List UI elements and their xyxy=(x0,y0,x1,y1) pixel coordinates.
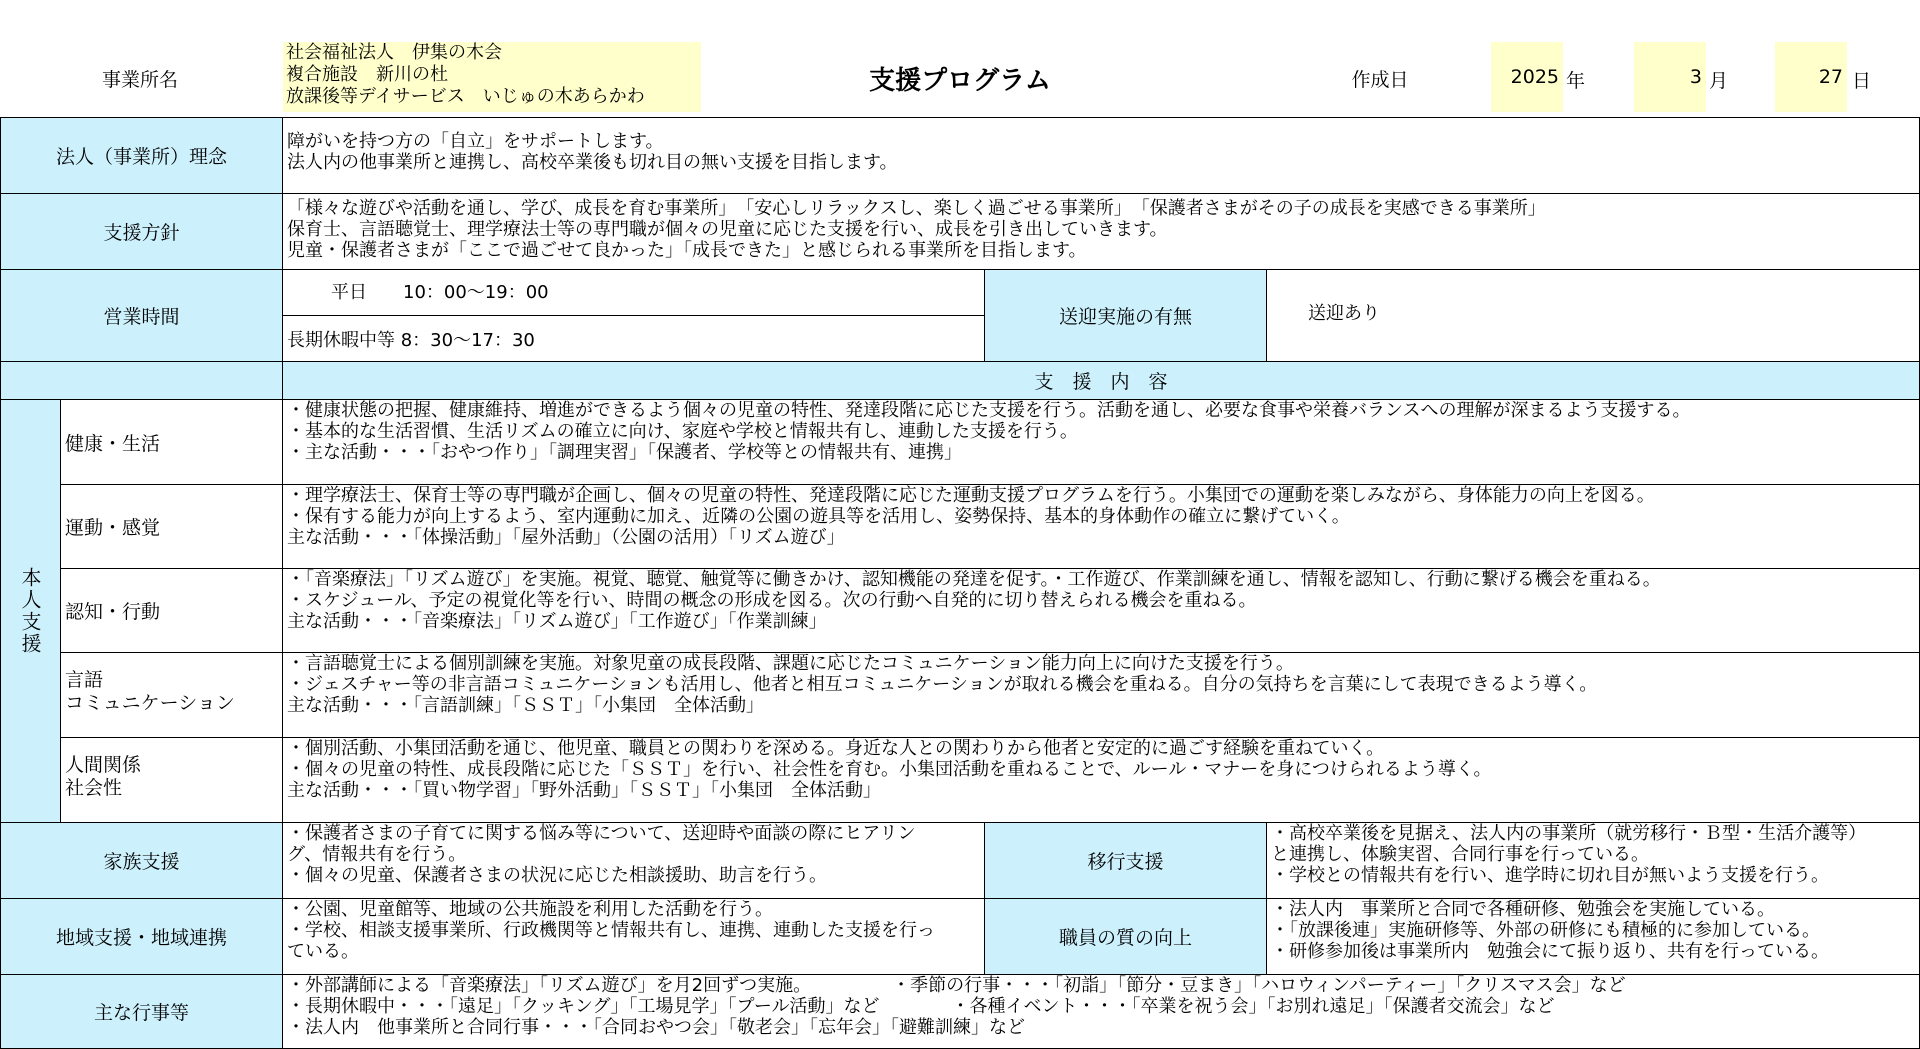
text-line: ・公園、児童館等、地域の公共施設を利用した活動を行う。 xyxy=(287,899,773,920)
text-line: 児童・保護者さまが「ここで過ごせて良かった」「成長できた」と感じられる事業所を目指します。 xyxy=(287,240,1087,261)
text-line: 保育士、言語聴覚士、理学療法士等の専門職が個々の児童に応じた支援を行い、成長を引き出していきます。 xyxy=(287,219,1168,240)
text-line: ・「音楽療法」「リズム遊び」を実施。視覚、聴覚、触覚等に働きかけ、認知機能の発達を促す。・工作遊び、作業訓練を通し、情報を認知し、行動に繋げる機会を重ねる。 xyxy=(287,569,1661,590)
cognition-behavior-text xyxy=(282,568,1920,653)
text-line: 主な活動・・・「音楽療法」「リズム遊び」「工作遊び」「作業訓練」 xyxy=(287,611,827,632)
text-line: ・個々の児童の特性、成長段階に応じた「ＳＳＴ」を行い、社会性を育む。小集団活動を重ねることで、ルール・マナーを身につけられるよう導く。 xyxy=(287,759,1492,780)
policy-text xyxy=(282,193,1920,270)
facility-name-label: 事業所名 xyxy=(101,68,178,91)
health-life-label: 健康・生活 xyxy=(60,399,283,485)
philosophy-label: 法人（事業所）理念 xyxy=(0,117,283,194)
support-header-spacer xyxy=(0,361,283,400)
text-line: 障がいを持つ方の「自立」をサポートします。 xyxy=(287,131,664,152)
text-line: 主な活動・・・「言語訓練」「ＳＳＴ」「小集団 全体活動」 xyxy=(287,695,764,716)
text-line: ・保有する能力が向上するよう、室内運動に加え、近隣の公園の遊具等を活用し、姿勢保持、基本的身体動作の確立に繋げていく。 xyxy=(287,506,1350,527)
personal-support-label xyxy=(0,399,61,823)
text-line: ・個別活動、小集団活動を通じ、他児童、職員との関わりを深める。身近な人との関わりから他者と安定的に過ごす経験を重ねていく。 xyxy=(287,738,1385,759)
text-line: ・基本的な生活習慣、生活リズムの確立に向け、家庭や学校と情報共有し、連動した支援を行う。 xyxy=(287,421,1078,442)
text-line: ・学校との情報共有を行い、進学時に切れ目が無いよう支援を行う。 xyxy=(1271,865,1829,886)
text-line: 法人内の他事業所と連携し、高校卒業後も切れ目の無い支援を目指します。 xyxy=(287,152,898,173)
text-line: ・理学療法士、保育士等の専門職が企画し、個々の児童の特性、発達段階に応じた運動支援プログラムを行う。小集団での運動を楽しみながら、身体能力の向上を図る。 xyxy=(287,485,1655,506)
philosophy-text xyxy=(282,117,1920,194)
family-support-text xyxy=(282,822,985,899)
personal-support-text: 本人支援 xyxy=(18,567,42,655)
relationships-social-label: 人間関係 社会性 xyxy=(60,737,283,823)
language-communication-label: 言語 コミュニケーション xyxy=(60,652,283,738)
day-unit: 日 xyxy=(1852,70,1872,92)
text-line: 「様々な遊びや活動を通し、学び、成長を育む事業所」 「安心しリラックスし、楽しく過ごせる事業所」 「保護者さまがその子の成長を実感できる事業所」 xyxy=(287,198,1546,219)
text-line: 主な活動・・・「体操活動」「屋外活動」（公園の活用）「リズム遊び」 xyxy=(287,527,845,548)
text-line: ・主な活動・・・「おやつ作り」「調理実習」「保護者、学校等との情報共有、連携」 xyxy=(287,442,962,463)
text-line: ・長期休暇中・・・「遠足」「クッキング」「工場見学」「プール活動」など ・各種イベント・・・「卒業を祝う会」「お別れ遠足」「保護者交流会」など xyxy=(287,996,1555,1017)
transport-label: 送迎実施の有無 xyxy=(984,269,1267,362)
text-line: ・個々の児童、保護者さまの状況に応じた相談援助、助言を行う。 xyxy=(287,865,827,886)
staff-quality-label: 職員の質の向上 xyxy=(984,898,1267,975)
year-unit: 年 xyxy=(1566,70,1586,92)
hours-weekday: 平日 10：00～19：00 xyxy=(282,269,985,316)
support-header: 支 援 内 容 xyxy=(282,361,1920,400)
events-text xyxy=(282,974,1920,1049)
text-line: ・高校卒業後を見据え、法人内の事業所（就労移行・Ｂ型・生活介護等） xyxy=(1271,823,1867,844)
facility-line: 社会福祉法人 伊集の木会 xyxy=(286,42,502,63)
facility-line: 複合施設 新川の杜 xyxy=(286,64,448,85)
text-line: ・法人内 他事業所と合同行事・・・「合同おやつ会」「敬老会」「忘年会」「避難訓練」など xyxy=(287,1017,1025,1038)
staff-quality-text xyxy=(1266,898,1920,975)
created-year: 2025 xyxy=(1491,42,1563,112)
hours-holiday: 長期休暇中等 8：30～17：30 xyxy=(282,315,985,362)
text-line: ・研修参加後は事業所内 勉強会にて振り返り、共有を行っている。 xyxy=(1271,941,1829,962)
facility-name-value xyxy=(283,42,701,112)
text-line: グ、情報共有を行う。 xyxy=(287,844,467,865)
facility-line: 放課後等デイサービス いじゅの木あらかわ xyxy=(286,86,645,107)
relationships-social-text xyxy=(282,737,1920,823)
motor-sensory-label: 運動・感覚 xyxy=(60,484,283,569)
text-line: ・ジェスチャー等の非言語コミュニケーションも活用し、他者と相互コミュニケーションが取れる機会を重ねる。自分の気持ちを言葉にして表現できるよう導く。 xyxy=(287,674,1598,695)
transport-value: 送迎あり xyxy=(1266,269,1920,362)
hours-label: 営業時間 xyxy=(0,269,283,362)
community-support-label: 地域支援・地域連携 xyxy=(0,898,283,975)
health-life-text xyxy=(282,399,1920,485)
text-line: ・保護者さまの子育てに関する悩み等について、送迎時や面談の際にヒアリン xyxy=(287,823,916,844)
support-program-table xyxy=(0,117,1920,1049)
text-line: ・法人内 事業所と合同で各種研修、勉強会を実施している。 xyxy=(1271,899,1775,920)
events-label: 主な行事等 xyxy=(0,974,283,1049)
transition-support-label: 移行支援 xyxy=(984,822,1267,899)
page-title: 支援プログラム xyxy=(869,65,1051,96)
policy-label: 支援方針 xyxy=(0,193,283,270)
created-month: 3 xyxy=(1634,42,1706,112)
text-line: ている。 xyxy=(287,941,359,962)
text-line: 主な活動・・・「買い物学習」「野外活動」「ＳＳＴ」「小集団 全体活動」 xyxy=(287,780,881,801)
cognition-behavior-label: 認知・行動 xyxy=(60,568,283,653)
text-line: ・外部講師による「音楽療法」「リズム遊び」を月2回ずつ実施。 ・季節の行事・・・「初詣」「節分・豆まき」「ハロウィンパーティー」「クリスマス会」など xyxy=(287,975,1626,996)
text-line: ・言語聴覚士による個別訓練を実施。対象児童の成長段階、課題に応じたコミュニケーション能力向上に向けた支援を行う。 xyxy=(287,653,1294,674)
text-line: ・学校、相談支援事業所、行政機関等と情報共有し、連携、連動した支援を行っ xyxy=(287,920,935,941)
text-line: ・スケジュール、予定の視覚化等を行い、時間の概念の形成を図る。次の行動へ自発的に切り替えられる機会を重ねる。 xyxy=(287,590,1257,611)
motor-sensory-text xyxy=(282,484,1920,569)
created-date-label: 作成日 xyxy=(1351,68,1409,91)
month-unit: 月 xyxy=(1709,70,1729,92)
text-line: ・健康状態の把握、健康維持、増進ができるよう個々の児童の特性、発達段階に応じた支援を行う。活動を通し、必要な食事や栄養バランスへの理解が深まるよう支援する。 xyxy=(287,400,1691,421)
text-line: ・「放課後連」実施研修等、外部の研修にも積極的に参加している。 xyxy=(1271,920,1820,941)
transition-support-text xyxy=(1266,822,1920,899)
created-day: 27 xyxy=(1775,42,1847,112)
text-line: と連携し、体験実習、合同行事を行っている。 xyxy=(1271,844,1649,865)
community-support-text xyxy=(282,898,985,975)
family-support-label: 家族支援 xyxy=(0,822,283,899)
language-communication-text xyxy=(282,652,1920,738)
